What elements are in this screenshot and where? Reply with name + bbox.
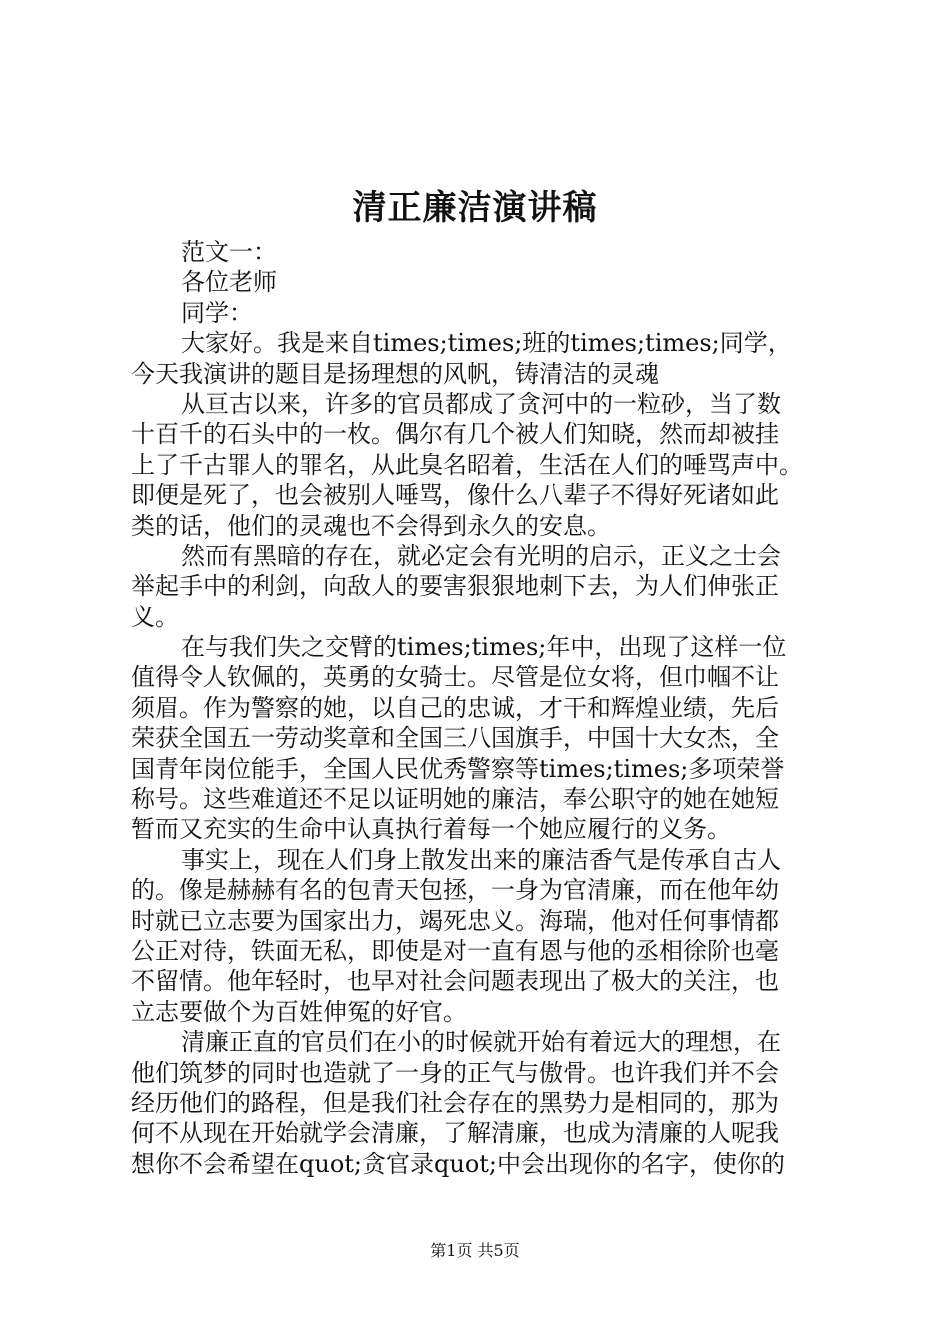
- text-line: 何不从现在开始就学会清廉，了解清廉，也成为清廉的人呢我: [131, 1119, 779, 1148]
- text-line: 公正对待，铁面无私，即使是对一直有恩与他的丞相徐阶也毫: [131, 936, 779, 965]
- page-title: 清正廉洁演讲稿: [352, 188, 598, 228]
- text-line: 同学：: [181, 298, 253, 327]
- text-line: 义。: [131, 602, 179, 631]
- text-line: 他们筑梦的同时也造就了一身的正气与傲骨。也许我们并不会: [131, 1058, 779, 1087]
- text-line: 值得令人钦佩的，英勇的女骑士。尽管是位女将，但巾帼不让: [131, 663, 779, 692]
- text-line: 十百千的石头中的一枚。偶尔有几个被人们知晓，然而却被挂: [131, 420, 779, 449]
- text-line: 国青年岗位能手，全国人民优秀警察等times;times;多项荣誉: [131, 754, 785, 783]
- text-line: 然而有黑暗的存在，就必定会有光明的启示，正义之士会: [181, 541, 781, 570]
- text-line: 想你不会希望在quot;贪官录quot;中会出现你的名字，使你的: [131, 1149, 785, 1178]
- text-line: 的。像是赫赫有名的包青天包拯，一身为官清廉，而在他年幼: [131, 876, 779, 905]
- text-line: 须眉。作为警察的她，以自己的忠诚，才干和辉煌业绩，先后: [131, 693, 779, 722]
- text-line: 各位老师: [181, 268, 277, 297]
- text-line: 举起手中的利剑，向敌人的要害狠狠地刺下去，为人们伸张正: [131, 572, 779, 601]
- text-line: 上了千古罪人的罪名，从此臭名昭着，生活在人们的唾骂声中。: [131, 450, 803, 479]
- text-line: 称号。这些难道还不足以证明她的廉洁，奉公职守的她在她短: [131, 785, 779, 814]
- text-line: 不留情。他年轻时，也早对社会问题表现出了极大的关注，也: [131, 967, 779, 996]
- page-footer: 第1页 共5页: [430, 1241, 520, 1260]
- text-line: 大家好。我是来自times;times;班的times;times;同学，: [181, 329, 792, 358]
- text-line: 经历他们的路程，但是我们社会存在的黑势力是相同的，那为: [131, 1088, 779, 1117]
- text-line: 立志要做个为百姓伸冤的好官。: [131, 997, 467, 1026]
- document-body: [131, 237, 831, 1179]
- text-line: 今天我演讲的题目是扬理想的风帆，铸清洁的灵魂: [131, 359, 659, 388]
- text-line: 范文一：: [181, 238, 277, 266]
- text-line: 类的话，他们的灵魂也不会得到永久的安息。: [131, 511, 611, 540]
- text-line: 在与我们失之交臂的times;times;年中，出现了这样一位: [181, 633, 787, 662]
- text-line: 从亘古以来，许多的官员都成了贪河中的一粒砂，当了数: [181, 389, 781, 418]
- text-line: 事实上，现在人们身上散发出来的廉洁香气是传承自古人: [181, 845, 781, 874]
- text-line: 时就已立志要为国家出力，竭死忠义。海瑞，他对任何事情都: [131, 906, 779, 935]
- text-line: 荣获全国五一劳动奖章和全国三八国旗手，中国十大女杰，全: [131, 724, 779, 753]
- text-line: 即便是死了，也会被别人唾骂，像什么八辈子不得好死诸如此: [131, 481, 779, 510]
- text-line: 暂而又充实的生命中认真执行着每一个她应履行的义务。: [131, 815, 731, 844]
- text-line: 清廉正直的官员们在小的时候就开始有着远大的理想，在: [181, 1028, 781, 1057]
